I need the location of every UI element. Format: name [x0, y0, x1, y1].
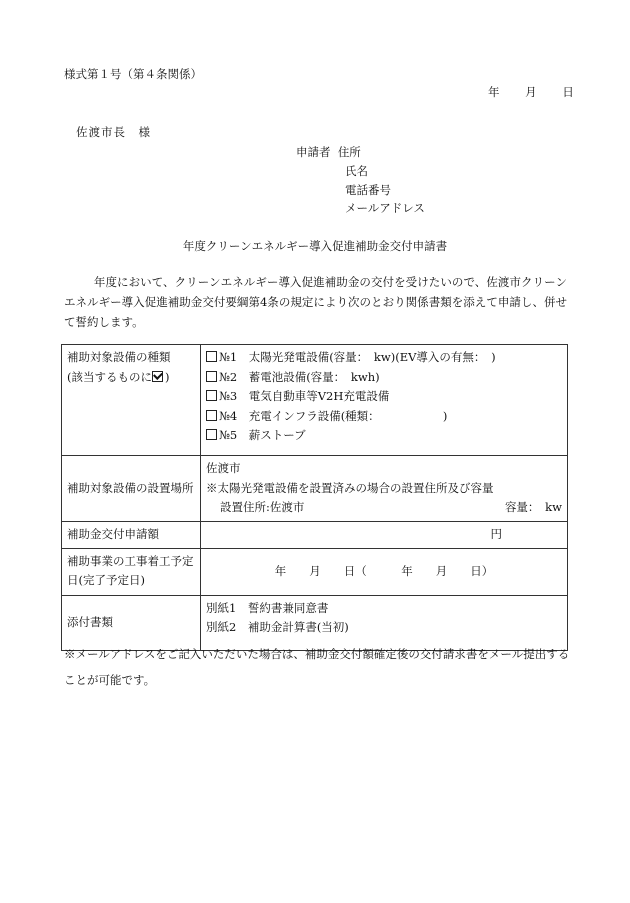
- checkbox-icon[interactable]: [206, 390, 217, 401]
- applicant-name-label: 氏名: [345, 164, 368, 178]
- schedule-cell[interactable]: [201, 548, 568, 595]
- equipment-type-label: 補助対象設備の種類 (該当するものに ): [62, 345, 201, 456]
- applicant-address-label: 住所: [337, 145, 361, 159]
- application-table: [61, 344, 568, 651]
- site-city: 佐渡市: [206, 461, 241, 475]
- date-line: [488, 84, 574, 100]
- checkbox-icon[interactable]: [206, 410, 217, 421]
- schedule-value: 年 月 日（ 年 月 日）: [274, 563, 494, 578]
- site-cell[interactable]: [201, 456, 568, 522]
- date-year: 年: [488, 85, 500, 99]
- applicant-label: 申請者 住所: [296, 145, 361, 159]
- checkbox-icon[interactable]: [206, 351, 217, 362]
- amount-unit: 円: [490, 526, 502, 541]
- option-5[interactable]: №5 薪ストーブ: [206, 426, 562, 446]
- equipment-options: [201, 345, 568, 456]
- option-4[interactable]: №4 充電インフラ設備(種類： ): [206, 407, 562, 427]
- form-number: 様式第１号（第４条関係）: [64, 67, 202, 81]
- checked-box-icon: [152, 371, 163, 382]
- applicant-email-label: メールアドレス: [345, 201, 425, 215]
- applicant-phone-label: 電話番号: [345, 183, 391, 197]
- date-month: 月: [525, 85, 537, 99]
- option-1[interactable]: №1 太陽光発電設備(容量： kw)(EV導入の有無： ): [206, 348, 562, 368]
- site-address-row: [206, 498, 562, 518]
- site-note: ※太陽光発電設備を設置済みの場合の設置住所及び容量: [206, 480, 494, 495]
- table-row: [62, 456, 568, 522]
- site-address: 設置住所:佐渡市: [220, 500, 305, 514]
- option-3[interactable]: №3 電気自動車等V2H充電設備: [206, 387, 562, 407]
- body-paragraph: 年度において、クリーンエネルギー導入促進補助金の交付を受けたいので、佐渡市クリーンエネルギー導入促進補助金交付要綱第4条の規定により次のとおり関係書類を添えて申請し、併せて誓約します。: [64, 275, 567, 329]
- checkbox-icon[interactable]: [206, 429, 217, 440]
- attachments-label: 添付書類: [62, 595, 201, 650]
- site-capacity: 容量： kw: [504, 500, 562, 514]
- option-2[interactable]: №2 蓄電池設備(容量： kwh): [206, 368, 562, 388]
- site-label: 補助対象設備の設置場所: [62, 456, 201, 522]
- table-row: [62, 345, 568, 456]
- document-title: 年度クリーンエネルギー導入促進補助金交付申請書: [182, 239, 448, 253]
- amount-label: 補助金交付申請額: [62, 521, 201, 548]
- table-row: [62, 548, 568, 595]
- checkbox-icon[interactable]: [206, 371, 217, 382]
- footnote: ※メールアドレスをご記入いただいた場合は、補助金交付額確定後の交付請求書をメール提出することが可能です。: [64, 647, 570, 687]
- table-row: [62, 521, 568, 548]
- attachment-2: 別紙2 補助金計算書(当初): [206, 620, 349, 634]
- date-day: 日: [562, 85, 574, 99]
- attachment-1: 別紙1 誓約書兼同意書: [206, 600, 329, 615]
- addressee: 佐渡市長 様: [76, 125, 151, 139]
- schedule-label: 補助事業の工事着工予定日(完了予定日): [62, 548, 201, 595]
- amount-cell[interactable]: [201, 521, 568, 548]
